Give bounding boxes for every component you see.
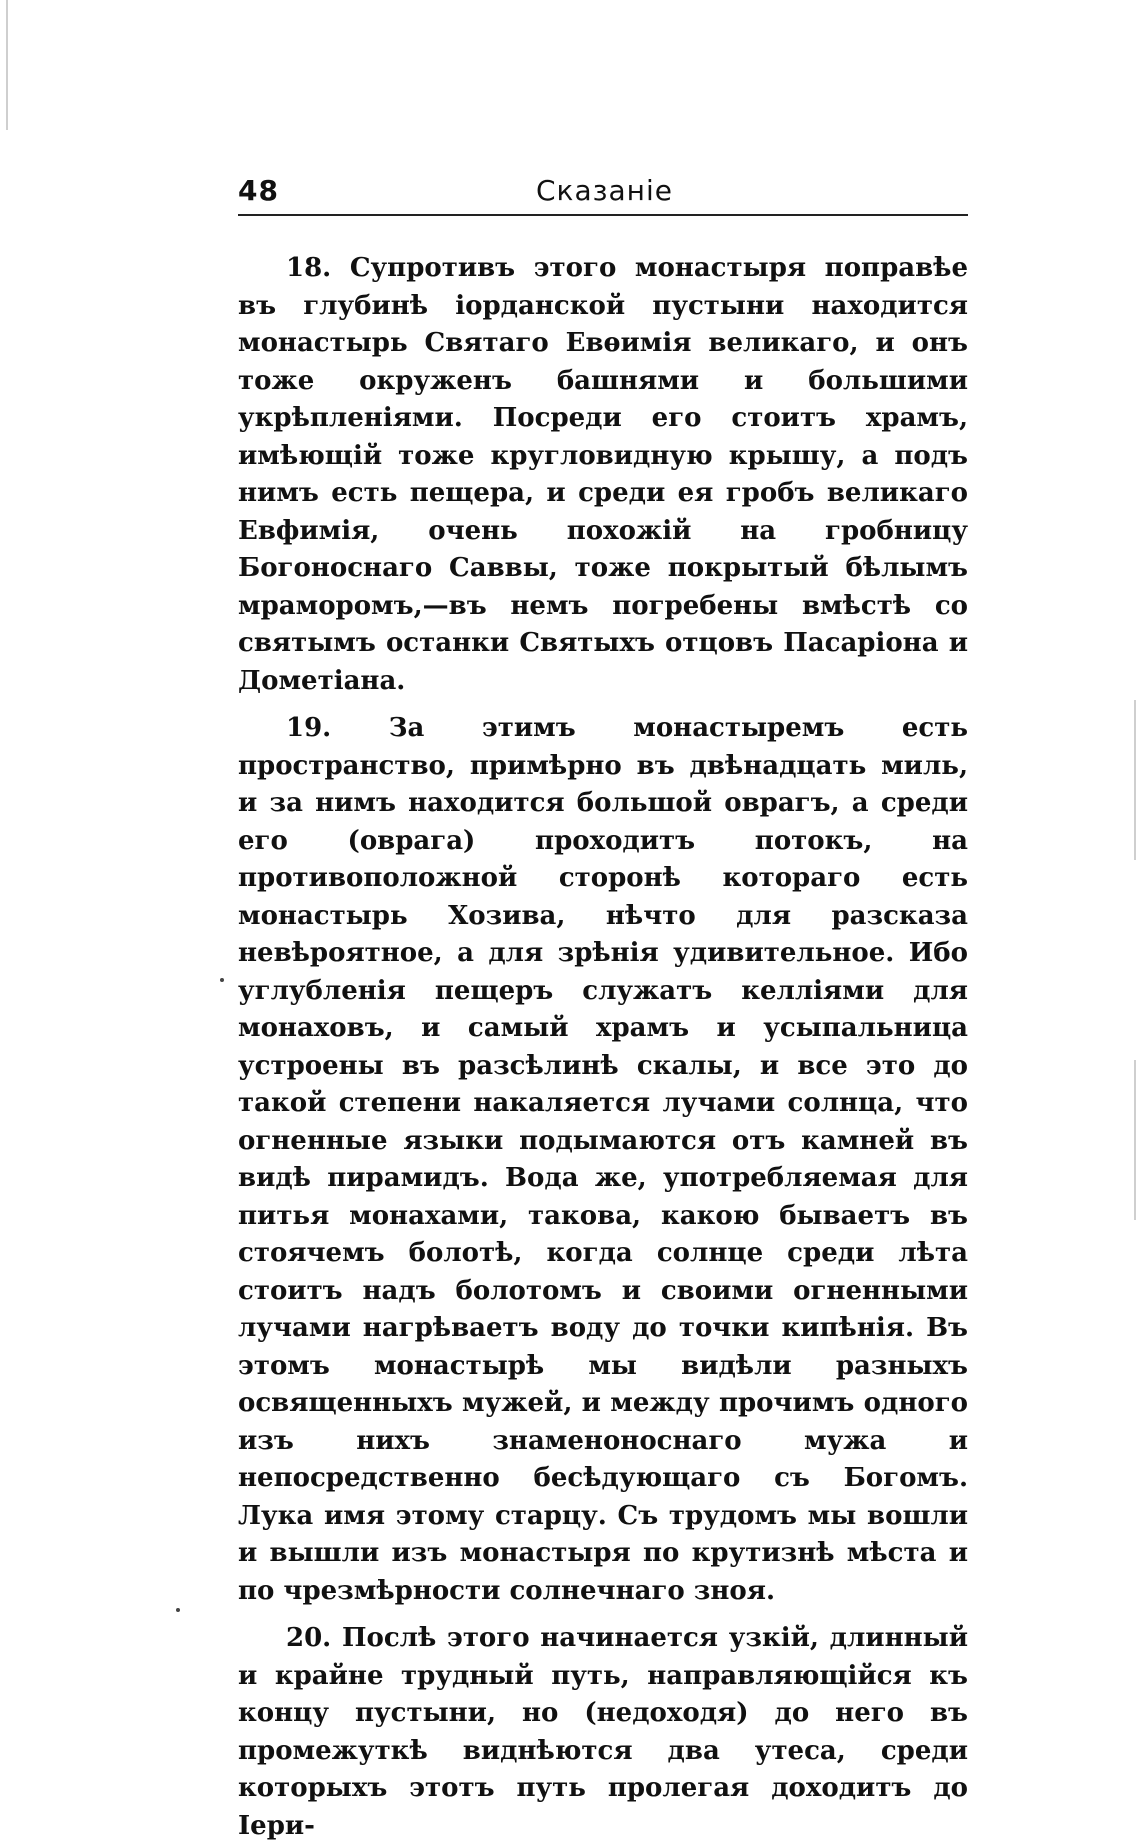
header-rule [238,214,968,216]
paragraph-18: 18. Супротивъ этого монастыря поправѣе въ глубинѣ іорданской пустыни находится монастырь Святаго Евѳимія великаго, и онъ тоже окруженъ башнями и большими укрѣпленіями. Посреди его стоитъ храмъ, имѣющій тоже кругловидную крышу, а подъ нимъ есть пещера, и среди ея гробъ великаго Евфимія, очень похожій на гробницу Богоноснаго Саввы, тоже покрытый бѣлымъ мраморомъ,—въ немъ погребены вмѣстѣ со святымъ останки Святыхъ отцовъ Пасаріона и Дометіана. [238,253,968,696]
body-text [238,250,968,1847]
paragraph-19: 19. За этимъ монастыремъ есть пространство, примѣрно въ двѣнадцать миль, и за нимъ находится большой оврагъ, а среди его (оврага) проходитъ потокъ, на противоположной сторонѣ котораго есть монастырь Хозива, нѣчто для разсказа невѣроятное, а для зрѣнія удивительное. Ибо углубленія пещеръ служатъ келліями для монаховъ, и самый храмъ и усыпальница устроены въ разсѣлинѣ скалы, и все это до такой степени накаляется лучами солнца, что огненные языки подымаются отъ камней въ видѣ пирамидъ. Вода же, употребляемая для питья монахами, такова, какою бываетъ въ стоячемъ болотѣ, когда солнце среди лѣта стоитъ надъ болотомъ и своими огненными лучами нагрѣваетъ воду до точки кипѣнія. Въ этомъ монастырѣ мы видѣли разныхъ освященныхъ мужей, и между прочимъ одного изъ нихъ знаменоноснаго мужа и непосредственно бесѣдующаго съ Богомъ. Лука имя этому старцу. Съ трудомъ мы вошли и вышли изъ монастыря по крутизнѣ мѣста и по чрезмѣрности солнечнаго зноя. [238,713,968,1606]
running-title: Сказаніе [536,174,673,207]
scan-edge-mark-left [6,0,8,130]
margin-speck [220,978,224,982]
paragraph-20: 20. Послѣ этого начинается узкій, длинный и крайне трудный путь, направляющійся къ концу пустыни, но (недоходя) до него въ промежуткѣ виднѣются два утеса, среди которыхъ этотъ путь пролегая доходитъ до Іери- [238,1623,968,1841]
page-header [238,168,968,218]
scan-edge-mark-right-lower [1134,1060,1136,1220]
page-number: 48 [238,174,279,207]
scan-edge-mark-right [1134,700,1136,860]
margin-speck-lower [176,1608,180,1612]
